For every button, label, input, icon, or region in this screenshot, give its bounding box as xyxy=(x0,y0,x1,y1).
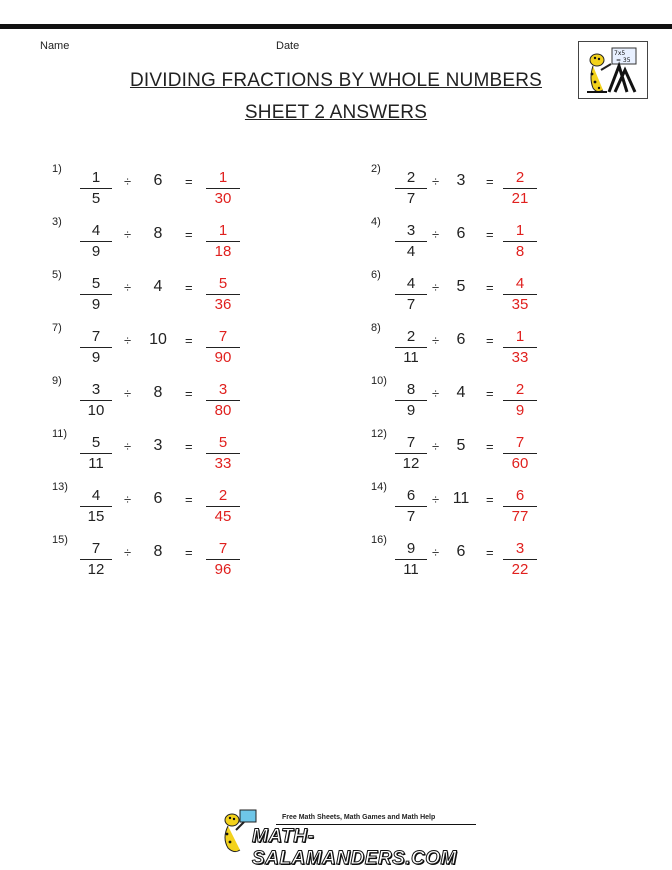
whole-number: 8 xyxy=(153,384,163,401)
problem-number: 14) xyxy=(371,481,387,493)
whole-number: 8 xyxy=(153,225,163,242)
answer-numerator: 1 xyxy=(515,222,525,239)
numerator: 7 xyxy=(406,434,416,451)
numerator: 4 xyxy=(91,222,101,239)
answer-fraction xyxy=(503,540,537,579)
footer xyxy=(218,808,478,869)
divide-sign: ÷ xyxy=(432,545,440,560)
numerator: 1 xyxy=(91,169,101,186)
dividend-fraction xyxy=(395,434,427,473)
problem-number: 15) xyxy=(52,534,68,546)
dividend-fraction xyxy=(395,540,427,579)
numerator: 7 xyxy=(91,540,101,557)
divide-sign: ÷ xyxy=(432,386,440,401)
denominator: 9 xyxy=(91,349,101,366)
answer-fraction xyxy=(206,169,240,208)
whole-number: 10 xyxy=(149,331,167,348)
divide-sign: ÷ xyxy=(124,492,132,507)
denominator: 9 xyxy=(91,243,101,260)
problem-9 xyxy=(52,375,282,423)
denominator: 9 xyxy=(406,402,416,419)
fraction-bar xyxy=(503,506,537,507)
answer-numerator: 1 xyxy=(218,169,228,186)
dividend-fraction xyxy=(80,222,112,261)
problem-number: 11) xyxy=(52,428,68,440)
equals-sign: = xyxy=(185,280,193,295)
dividend-fraction xyxy=(395,169,427,208)
page-title: DIVIDING FRACTIONS BY WHOLE NUMBERS xyxy=(129,70,543,91)
name-label: Name xyxy=(40,40,70,52)
divide-sign: ÷ xyxy=(124,174,132,189)
answer-denominator: 8 xyxy=(515,243,525,260)
numerator: 6 xyxy=(406,487,416,504)
denominator: 7 xyxy=(406,190,416,207)
equals-sign: = xyxy=(185,439,193,454)
divide-sign: ÷ xyxy=(432,333,440,348)
answer-denominator: 80 xyxy=(214,402,232,419)
answer-numerator: 1 xyxy=(218,222,228,239)
equals-sign: = xyxy=(486,174,494,189)
problem-number: 8) xyxy=(371,322,381,334)
fraction-bar xyxy=(206,294,240,295)
date-label: Date xyxy=(276,40,300,52)
problem-number: 7) xyxy=(52,322,62,334)
fraction-bar xyxy=(395,400,427,401)
whole-number: 6 xyxy=(456,331,466,348)
problem-1 xyxy=(52,163,282,211)
footer-tagline: Free Math Sheets, Math Games and Math Help xyxy=(282,814,436,821)
answer-numerator: 5 xyxy=(218,434,228,451)
divide-sign: ÷ xyxy=(432,227,440,242)
fraction-bar xyxy=(80,294,112,295)
answer-denominator: 35 xyxy=(511,296,529,313)
divide-sign: ÷ xyxy=(124,386,132,401)
answer-fraction xyxy=(206,540,240,579)
divide-sign: ÷ xyxy=(124,439,132,454)
dividend-fraction xyxy=(80,275,112,314)
answer-fraction xyxy=(503,222,537,261)
answer-denominator: 18 xyxy=(214,243,232,260)
fraction-bar xyxy=(206,347,240,348)
numerator: 4 xyxy=(91,487,101,504)
problem-10 xyxy=(371,375,601,423)
problem-number: 13) xyxy=(52,481,68,493)
answer-numerator: 3 xyxy=(218,381,228,398)
whole-number: 4 xyxy=(456,384,466,401)
answer-denominator: 33 xyxy=(214,455,232,472)
answer-fraction xyxy=(206,328,240,367)
divide-sign: ÷ xyxy=(432,174,440,189)
numerator: 2 xyxy=(406,328,416,345)
answer-denominator: 90 xyxy=(214,349,232,366)
page-subtitle: SHEET 2 ANSWERS xyxy=(244,102,428,123)
fraction-bar xyxy=(395,347,427,348)
numerator: 3 xyxy=(406,222,416,239)
whole-number: 5 xyxy=(456,437,466,454)
equals-sign: = xyxy=(185,545,193,560)
answer-denominator: 96 xyxy=(214,561,232,578)
problem-number: 12) xyxy=(371,428,387,440)
fraction-bar xyxy=(206,453,240,454)
whole-number: 5 xyxy=(456,278,466,295)
fraction-bar xyxy=(206,400,240,401)
problem-number: 9) xyxy=(52,375,62,387)
answer-denominator: 30 xyxy=(214,190,232,207)
problem-number: 4) xyxy=(371,216,381,228)
whole-number: 6 xyxy=(153,490,163,507)
equals-sign: = xyxy=(486,280,494,295)
problem-12 xyxy=(371,428,601,476)
numerator: 3 xyxy=(91,381,101,398)
problem-6 xyxy=(371,269,601,317)
problem-4 xyxy=(371,216,601,264)
denominator: 10 xyxy=(87,402,105,419)
answer-denominator: 9 xyxy=(515,402,525,419)
whole-number: 3 xyxy=(153,437,163,454)
fraction-bar xyxy=(80,241,112,242)
whole-number: 3 xyxy=(456,172,466,189)
answer-fraction xyxy=(206,434,240,473)
problem-3 xyxy=(52,216,282,264)
denominator: 11 xyxy=(88,455,104,472)
fraction-bar xyxy=(395,188,427,189)
denominator: 11 xyxy=(403,349,419,366)
fraction-bar xyxy=(503,241,537,242)
problem-number: 2) xyxy=(371,163,381,175)
fraction-bar xyxy=(206,506,240,507)
problem-11 xyxy=(52,428,282,476)
dividend-fraction xyxy=(395,328,427,367)
answer-denominator: 60 xyxy=(511,455,529,472)
dividend-fraction xyxy=(80,487,112,526)
fraction-bar xyxy=(503,347,537,348)
answer-denominator: 77 xyxy=(511,508,529,525)
answer-numerator: 5 xyxy=(218,275,228,292)
fraction-bar xyxy=(503,559,537,560)
fraction-bar xyxy=(80,347,112,348)
fraction-bar xyxy=(206,188,240,189)
numerator: 5 xyxy=(91,275,101,292)
fraction-bar xyxy=(80,453,112,454)
problem-number: 10) xyxy=(371,375,387,387)
dividend-fraction xyxy=(395,381,427,420)
numerator: 7 xyxy=(91,328,101,345)
answer-fraction xyxy=(206,487,240,526)
whole-number: 6 xyxy=(456,543,466,560)
answer-numerator: 2 xyxy=(515,169,525,186)
dividend-fraction xyxy=(80,169,112,208)
denominator: 9 xyxy=(91,296,101,313)
answer-numerator: 6 xyxy=(515,487,525,504)
equals-sign: = xyxy=(486,439,494,454)
answer-numerator: 2 xyxy=(515,381,525,398)
problem-8 xyxy=(371,322,601,370)
answer-fraction xyxy=(503,434,537,473)
fraction-bar xyxy=(206,559,240,560)
answer-denominator: 22 xyxy=(511,561,529,578)
answer-numerator: 4 xyxy=(515,275,525,292)
dividend-fraction xyxy=(395,222,427,261)
equals-sign: = xyxy=(486,333,494,348)
equals-sign: = xyxy=(185,492,193,507)
denominator: 4 xyxy=(406,243,416,260)
problem-15 xyxy=(52,534,282,582)
equals-sign: = xyxy=(486,492,494,507)
numerator: 8 xyxy=(406,381,416,398)
problem-number: 16) xyxy=(371,534,387,546)
whole-number: 6 xyxy=(153,172,163,189)
fraction-bar xyxy=(395,559,427,560)
fraction-bar xyxy=(395,506,427,507)
problem-2 xyxy=(371,163,601,211)
answer-numerator: 7 xyxy=(515,434,525,451)
top-rule xyxy=(0,24,672,29)
answer-fraction xyxy=(503,381,537,420)
fraction-bar xyxy=(503,188,537,189)
equals-sign: = xyxy=(185,333,193,348)
equals-sign: = xyxy=(185,386,193,401)
numerator: 2 xyxy=(406,169,416,186)
answer-denominator: 36 xyxy=(214,296,232,313)
equals-sign: = xyxy=(185,174,193,189)
fraction-bar xyxy=(395,294,427,295)
divide-sign: ÷ xyxy=(124,545,132,560)
divide-sign: ÷ xyxy=(124,280,132,295)
answer-denominator: 21 xyxy=(511,190,529,207)
fraction-bar xyxy=(80,506,112,507)
problem-number: 6) xyxy=(371,269,381,281)
board-text-1: 7x5 xyxy=(614,50,626,57)
footer-rule xyxy=(276,824,476,825)
answer-fraction xyxy=(503,275,537,314)
fraction-bar xyxy=(503,294,537,295)
answer-numerator: 3 xyxy=(515,540,525,557)
problem-7 xyxy=(52,322,282,370)
answer-fraction xyxy=(503,487,537,526)
problem-number: 3) xyxy=(52,216,62,228)
answer-fraction xyxy=(503,169,537,208)
problem-number: 5) xyxy=(52,269,62,281)
problem-13 xyxy=(52,481,282,529)
logo xyxy=(578,41,648,99)
denominator: 12 xyxy=(402,455,420,472)
whole-number: 4 xyxy=(153,278,163,295)
answer-fraction xyxy=(206,275,240,314)
whole-number: 8 xyxy=(153,543,163,560)
answer-numerator: 2 xyxy=(218,487,228,504)
salamander-blackboard-icon xyxy=(579,42,647,98)
whole-number: 11 xyxy=(452,490,470,507)
fraction-bar xyxy=(395,241,427,242)
answer-fraction xyxy=(206,222,240,261)
fraction-bar xyxy=(80,400,112,401)
denominator: 5 xyxy=(91,190,101,207)
divide-sign: ÷ xyxy=(432,280,440,295)
board-text-2: = 35 xyxy=(616,57,631,64)
problem-number: 1) xyxy=(52,163,62,175)
equals-sign: = xyxy=(486,227,494,242)
answer-numerator: 7 xyxy=(218,540,228,557)
fraction-bar xyxy=(503,400,537,401)
answer-fraction xyxy=(503,328,537,367)
dividend-fraction xyxy=(80,434,112,473)
footer-brand: MATH-SALAMANDERS.COM xyxy=(252,826,457,869)
equals-sign: = xyxy=(486,386,494,401)
divide-sign: ÷ xyxy=(432,439,440,454)
numerator: 9 xyxy=(406,540,416,557)
fraction-bar xyxy=(206,241,240,242)
whole-number: 6 xyxy=(456,225,466,242)
denominator: 12 xyxy=(87,561,105,578)
denominator: 7 xyxy=(406,296,416,313)
fraction-bar xyxy=(80,559,112,560)
fraction-bar xyxy=(503,453,537,454)
problem-14 xyxy=(371,481,601,529)
answer-numerator: 7 xyxy=(218,328,228,345)
dividend-fraction xyxy=(395,275,427,314)
fraction-bar xyxy=(395,453,427,454)
numerator: 4 xyxy=(406,275,416,292)
answer-fraction xyxy=(206,381,240,420)
divide-sign: ÷ xyxy=(432,492,440,507)
dividend-fraction xyxy=(80,328,112,367)
problem-16 xyxy=(371,534,601,582)
dividend-fraction xyxy=(80,381,112,420)
denominator: 11 xyxy=(403,561,419,578)
fraction-bar xyxy=(80,188,112,189)
denominator: 7 xyxy=(406,508,416,525)
dividend-fraction xyxy=(80,540,112,579)
equals-sign: = xyxy=(185,227,193,242)
answer-denominator: 33 xyxy=(511,349,529,366)
divide-sign: ÷ xyxy=(124,227,132,242)
answer-denominator: 45 xyxy=(214,508,232,525)
answer-numerator: 1 xyxy=(515,328,525,345)
dividend-fraction xyxy=(395,487,427,526)
problem-5 xyxy=(52,269,282,317)
divide-sign: ÷ xyxy=(124,333,132,348)
denominator: 15 xyxy=(87,508,105,525)
equals-sign: = xyxy=(486,545,494,560)
numerator: 5 xyxy=(91,434,101,451)
